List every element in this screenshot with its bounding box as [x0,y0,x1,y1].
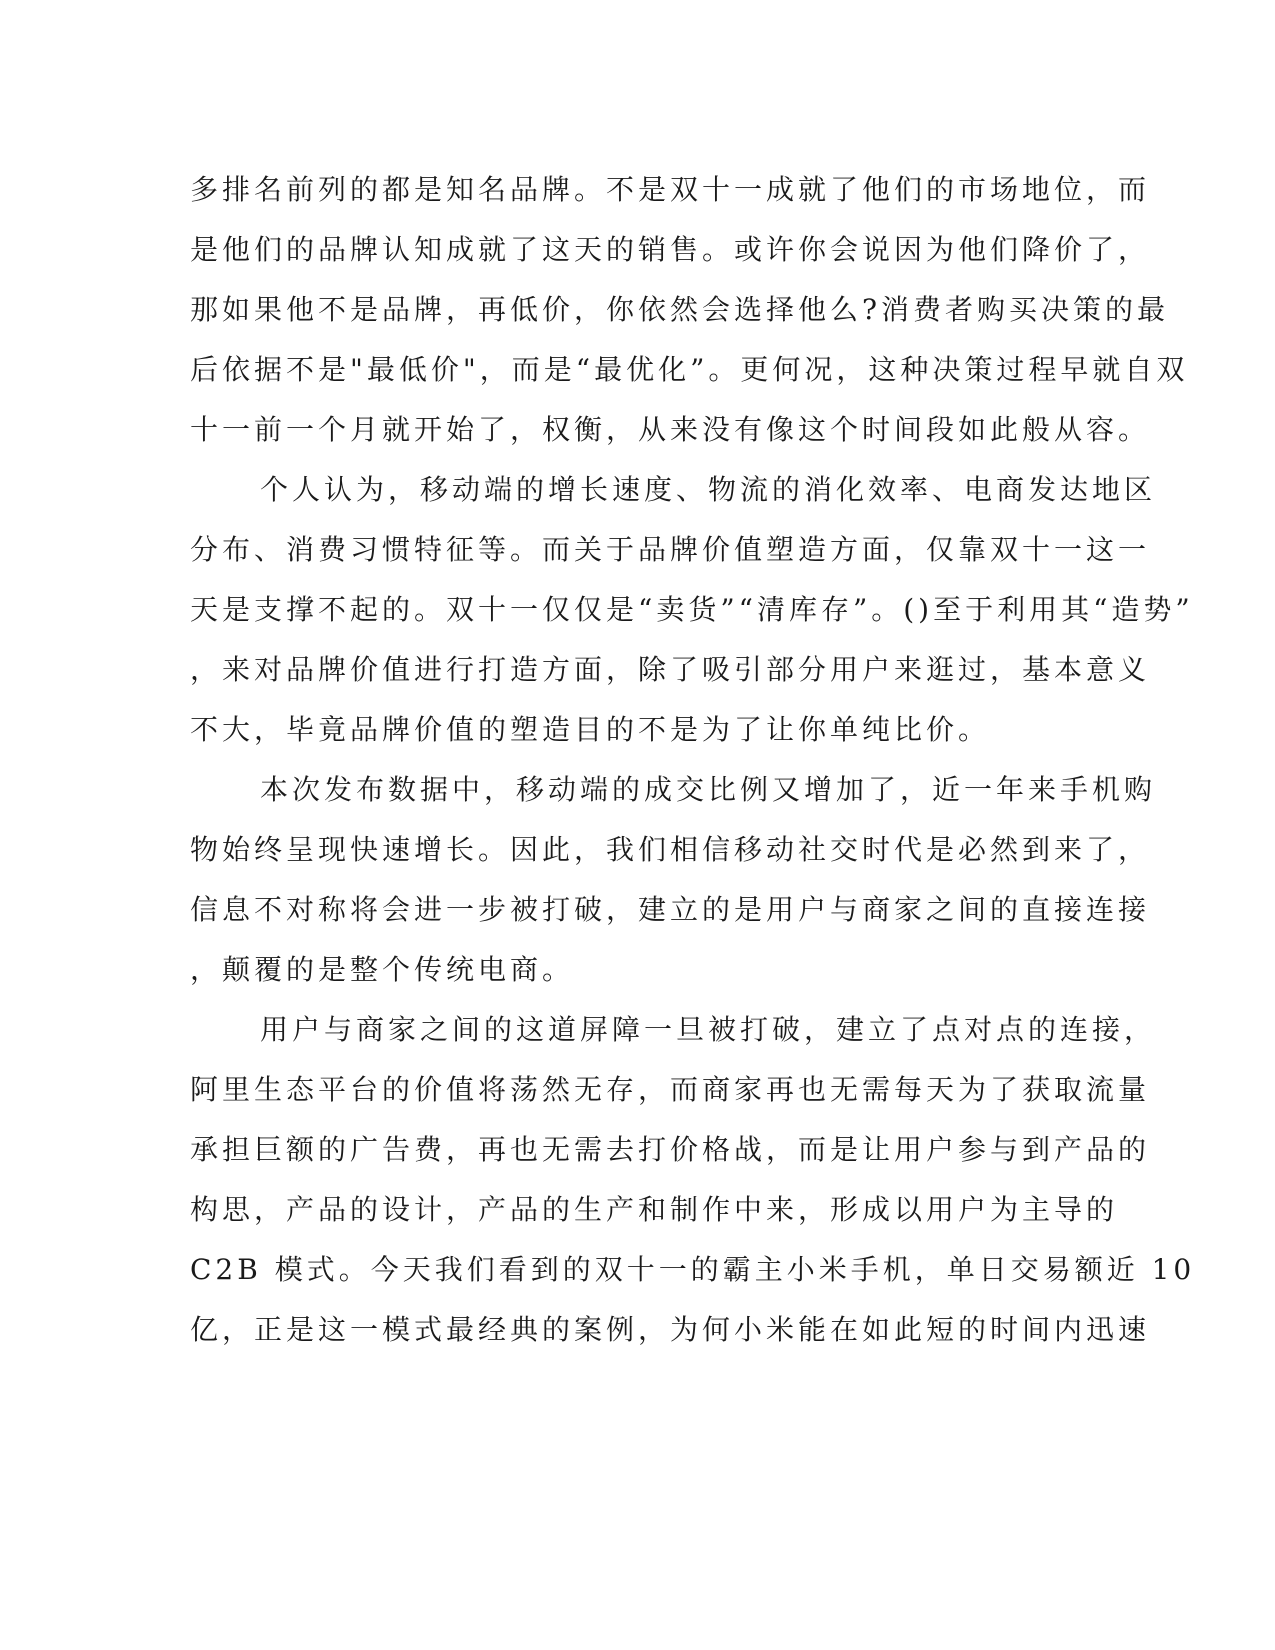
text-line: 不大，毕竟品牌价值的塑造目的不是为了让你单纯比价。 [190,713,991,746]
text-line: 多排名前列的都是知名品牌。不是双十一成就了他们的市场地位，而 [190,173,1151,206]
text-line: 亿，正是这一模式最经典的案例，为何小米能在如此短的时间内迅速 [190,1313,1151,1346]
text-line: 阿里生态平台的价值将荡然无存，而商家再也无需每天为了获取流量 [190,1073,1151,1106]
text-line: ，来对品牌价值进行打造方面，除了吸引部分用户来逛过，基本意义 [190,653,1151,686]
text-line: 承担巨额的广告费，再也无需去打价格战，而是让用户参与到产品的 [190,1133,1151,1166]
text-line: 构思，产品的设计，产品的生产和制作中来，形成以用户为主导的 [190,1193,1119,1226]
text-line: 天是支撑不起的。双十一仅仅是“卖货”“清库存”。()至于利用其“造势” [190,593,1194,626]
text-line: 分布、消费习惯特征等。而关于品牌价值塑造方面，仅靠双十一这一 [190,533,1151,566]
text-line: ，颠覆的是整个传统电商。 [190,953,575,986]
text-line: C2B 模式。今天我们看到的双十一的霸主小米手机，单日交易额近 10 [190,1253,1196,1286]
text-line: 信息不对称将会进一步被打破，建立的是用户与商家之间的直接连接 [190,893,1151,926]
text-line: 那如果他不是品牌，再低价，你依然会选择他么?消费者购买决策的最 [190,293,1170,326]
paragraph-first-line: 用户与商家之间的这道屏障一旦被打破，建立了点对点的连接， [260,1013,1157,1046]
paragraph-first-line: 本次发布数据中，移动端的成交比例又增加了，近一年来手机购 [260,773,1157,806]
paragraph-first-line: 个人认为，移动端的增长速度、物流的消化效率、电商发达地区 [260,473,1157,506]
text-line: 后依据不是"最低价"，而是“最优化”。更何况，这种决策过程早就自双 [190,353,1189,386]
text-line: 是他们的品牌认知成就了这天的销售。或许你会说因为他们降价了， [190,233,1151,266]
body-text [190,160,1196,1360]
text-line: 物始终呈现快速增长。因此，我们相信移动社交时代是必然到来了， [190,833,1151,866]
text-line: 十一前一个月就开始了，权衡，从来没有像这个时间段如此般从容。 [190,413,1151,446]
